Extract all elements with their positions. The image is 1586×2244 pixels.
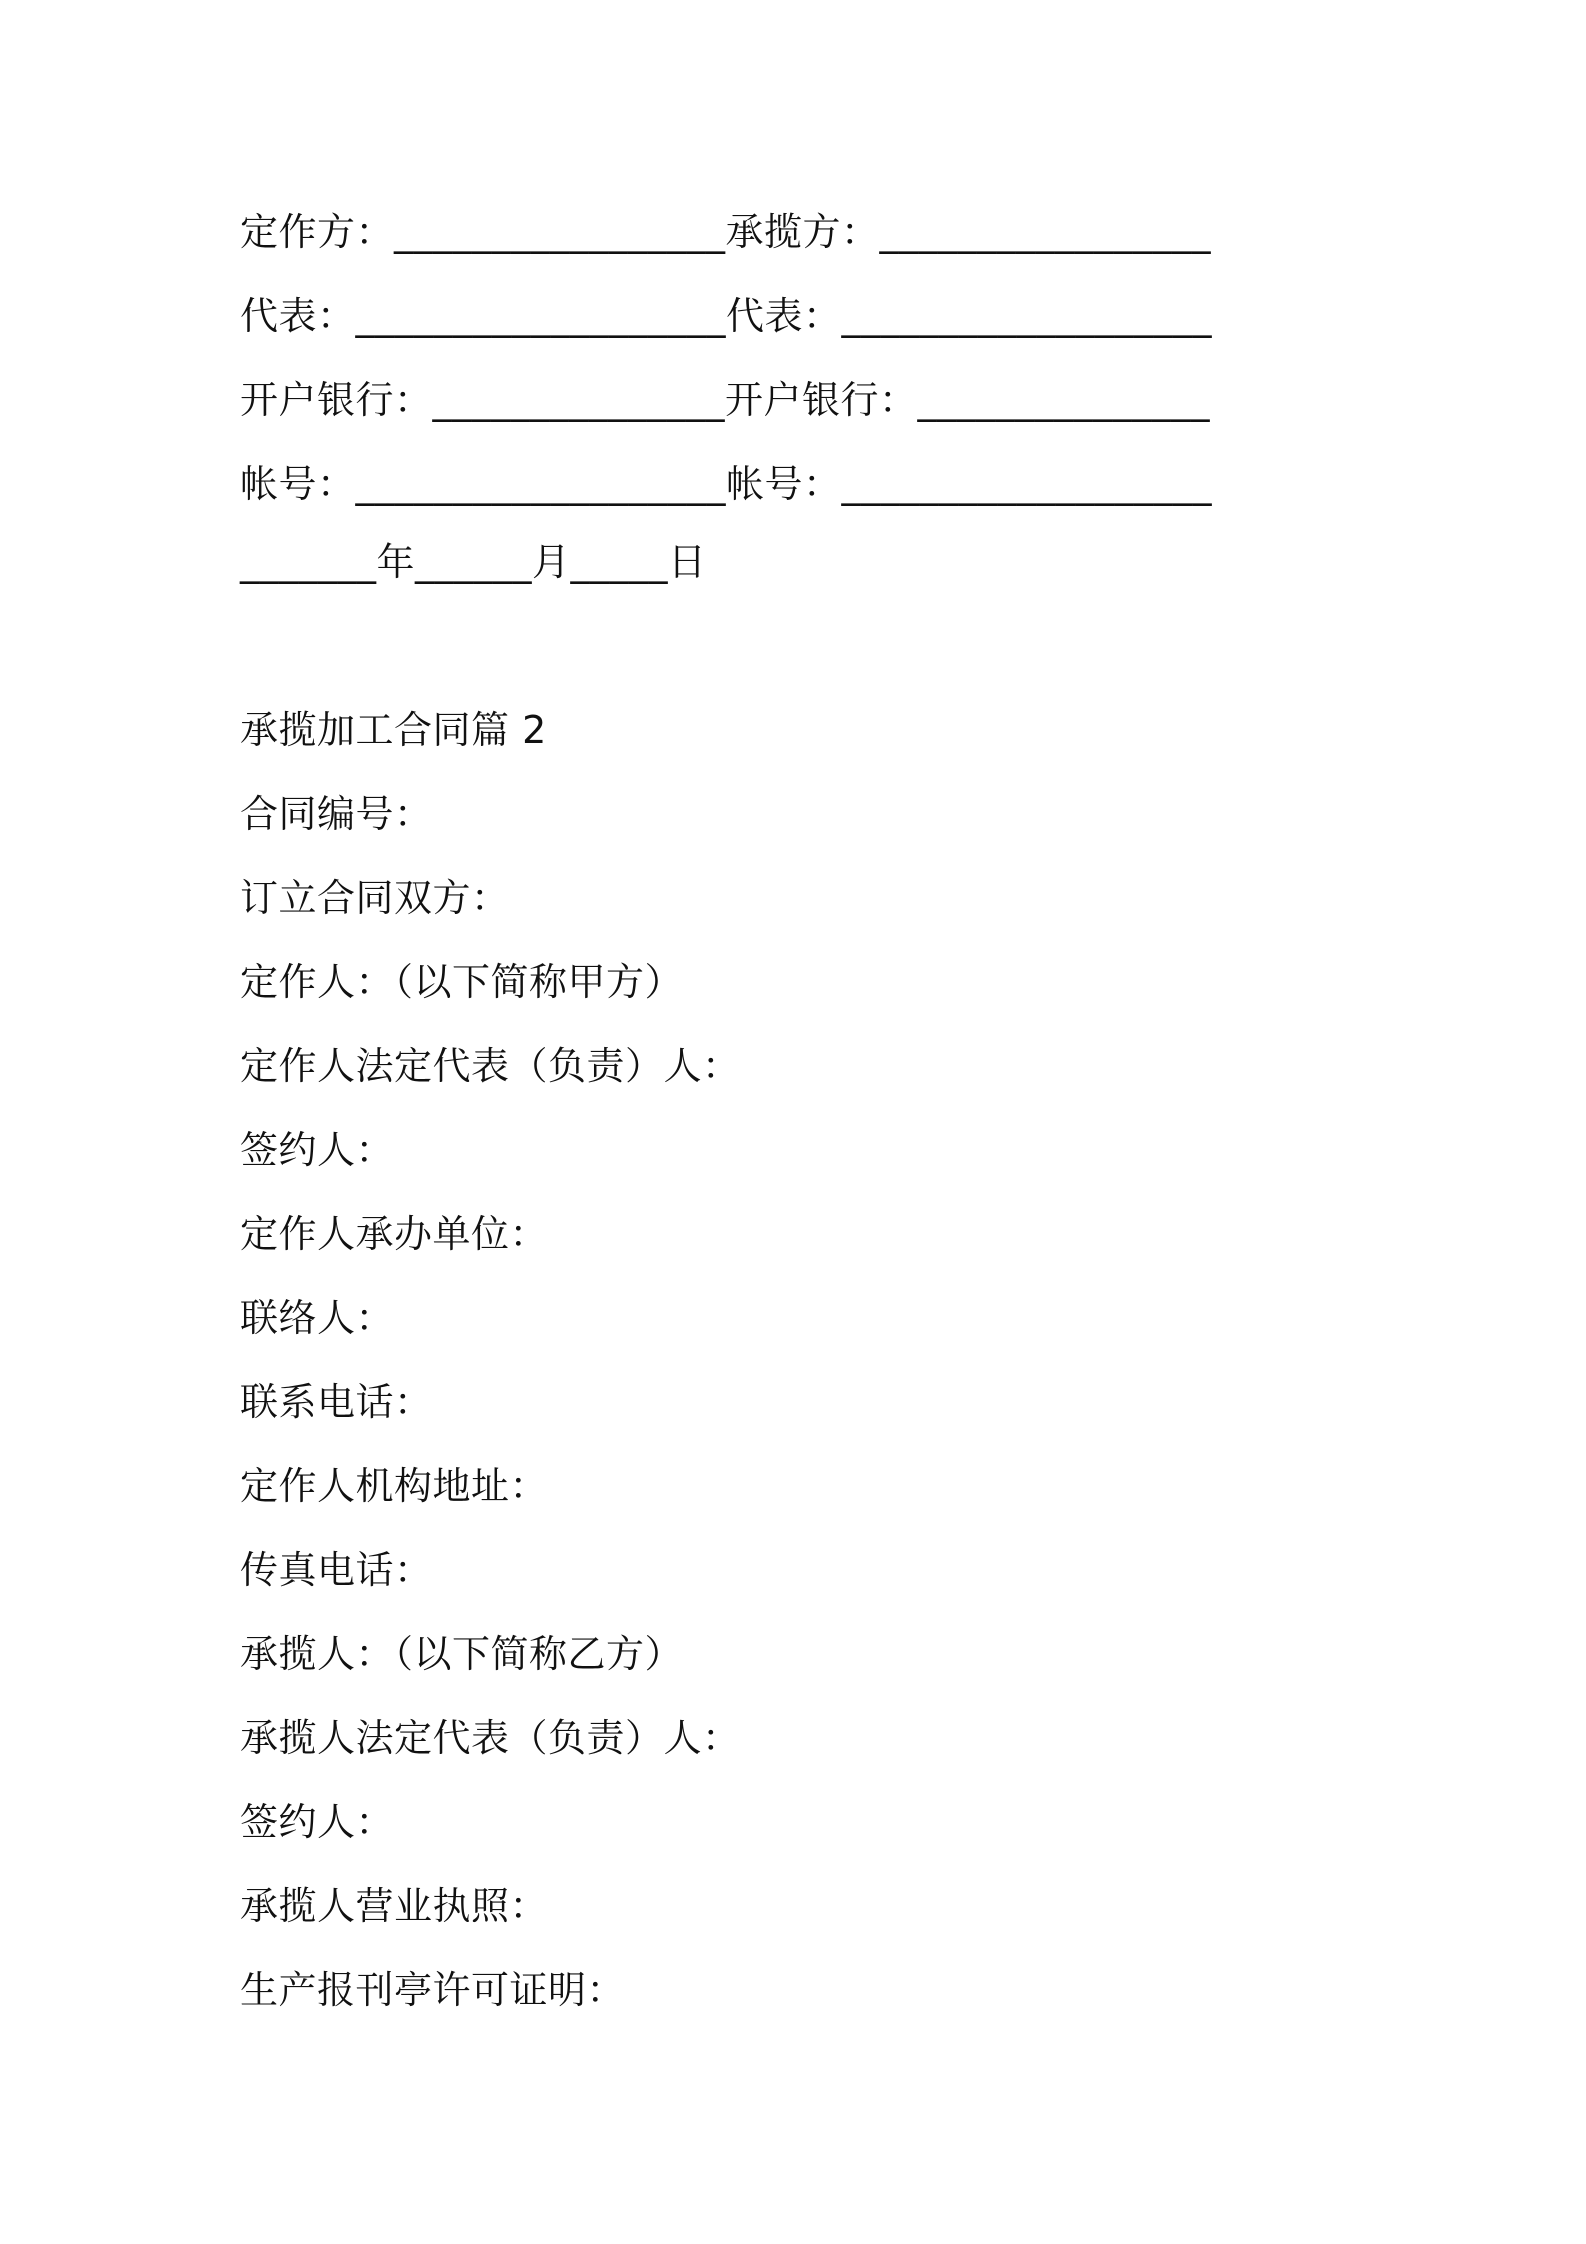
section-title: 承揽加工合同篇 2 [240, 708, 547, 752]
field-orderer-address: 定作人机构地址： [240, 1464, 549, 1508]
field-contact-phone: 联系电话： [240, 1380, 433, 1424]
field-production-permit: 生产报刊亭许可证明： [240, 1968, 626, 2012]
field-contracting-parties: 订立合同双方： [240, 876, 510, 920]
field-contractor-signatory: 签约人： [240, 1800, 395, 1844]
signature-row-representative: 代表：___________________代表：___________________ [240, 294, 1213, 338]
field-contractor: 承揽人：（以下简称乙方） [240, 1632, 684, 1676]
field-contract-number: 合同编号： [240, 792, 433, 836]
field-orderer: 定作人：（以下简称甲方） [240, 960, 684, 1004]
signature-row-bank: 开户银行：_______________开户银行：_______________ [240, 378, 1211, 422]
signature-row-account: 帐号：___________________帐号：___________________ [240, 462, 1213, 506]
field-contractor-legal-rep: 承揽人法定代表（负责）人： [240, 1716, 741, 1760]
field-contact-person: 联络人： [240, 1296, 395, 1340]
signature-row-party: 定作方：_________________承揽方：_________________ [240, 210, 1212, 254]
field-fax: 传真电话： [240, 1548, 433, 1592]
field-business-license: 承揽人营业执照： [240, 1884, 549, 1928]
field-orderer-legal-rep: 定作人法定代表（负责）人： [240, 1044, 741, 1088]
date-line: _______年______月_____日 [240, 540, 707, 584]
field-orderer-signatory: 签约人： [240, 1128, 395, 1172]
field-orderer-unit: 定作人承办单位： [240, 1212, 549, 1256]
